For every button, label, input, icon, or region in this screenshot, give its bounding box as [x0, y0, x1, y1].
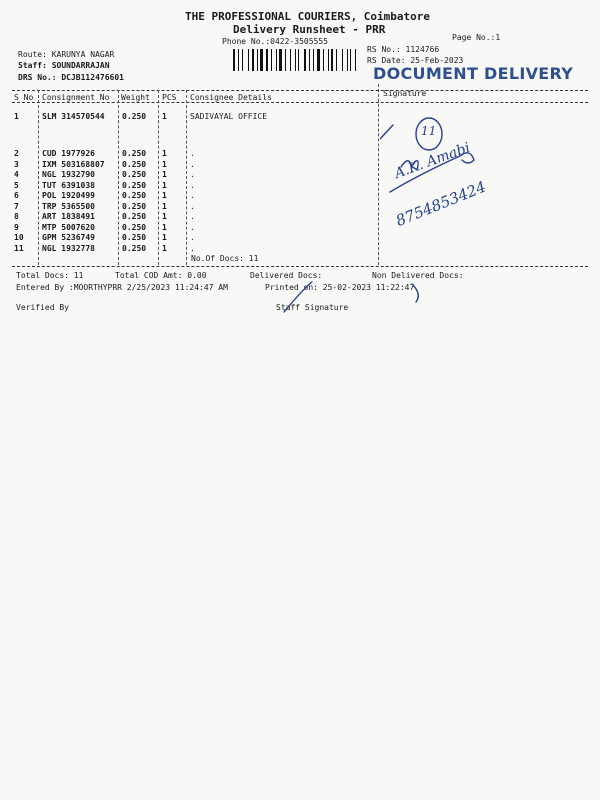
barcode-bar	[257, 49, 258, 71]
col-sno: S No	[14, 93, 34, 102]
signature-overstroke	[280, 276, 440, 316]
cell-cons: MTP 5007620	[42, 223, 95, 232]
barcode-bar	[266, 49, 268, 71]
barcode-bar	[311, 49, 312, 71]
cell-pcs: 1	[162, 212, 167, 221]
route-label: Route: KARUNYA NAGAR	[18, 50, 115, 59]
barcode-bar	[355, 49, 356, 71]
col-weight: Weight	[121, 93, 150, 102]
barcode-bar	[304, 49, 306, 71]
barcode-bar	[334, 49, 335, 71]
barcode-bar	[357, 49, 360, 71]
cell-pcs: 1	[162, 170, 167, 179]
top-rule	[12, 90, 588, 91]
barcode-bar	[336, 49, 337, 71]
barcode	[233, 49, 361, 71]
verified-by: Verified By	[16, 303, 69, 312]
cell-weight: 0.250	[122, 149, 147, 158]
barcode-bar	[328, 49, 329, 71]
barcode-bar	[238, 49, 239, 71]
cell-weight: 0.250	[122, 202, 147, 211]
entered-by: Entered By :MOORTHYPRR 2/25/2023 11:24:47 AM	[16, 283, 228, 292]
barcode-bar	[323, 49, 324, 71]
bottom-rule	[12, 266, 588, 267]
cell-cons: IXM 503168807	[42, 160, 105, 169]
cell-sno: 1	[14, 112, 19, 121]
col-sep	[118, 90, 119, 265]
cell-weight: 0.250	[122, 191, 147, 200]
barcode-bar	[325, 49, 327, 71]
handwritten-name: A.K. Amabi	[392, 139, 473, 182]
cell-cons: GPM 5236749	[42, 233, 95, 242]
cell-cons: NGL 1932790	[42, 170, 95, 179]
rs-number: RS No.: 1124766	[367, 45, 440, 54]
col-sep	[158, 90, 159, 265]
cell-weight: 0.250	[122, 212, 147, 221]
cell-pcs: 1	[162, 181, 167, 190]
drs-number: DRS No.: DCJB112476601	[18, 73, 124, 82]
cell-details: .	[190, 244, 195, 253]
barcode-bar	[269, 49, 270, 71]
col-consignee-details: Consignee Details	[190, 93, 272, 102]
barcode-bar	[283, 49, 284, 71]
barcode-bar	[350, 49, 351, 71]
cell-sno: 2	[14, 149, 19, 158]
cell-sno: 5	[14, 181, 19, 190]
col-pcs: PCS	[162, 93, 177, 102]
barcode-bar	[240, 49, 242, 71]
cell-weight: 0.250	[122, 170, 147, 179]
cell-cons: TUT 6391038	[42, 181, 95, 190]
cell-pcs: 1	[162, 160, 167, 169]
cell-pcs: 1	[162, 202, 167, 211]
no-of-docs: No.Of Docs: 11	[191, 254, 259, 263]
barcode-bar	[242, 49, 243, 71]
cell-sno: 11	[14, 244, 24, 253]
col-sep	[38, 90, 39, 265]
cell-weight: 0.250	[122, 244, 147, 253]
barcode-bar	[255, 49, 256, 71]
phone-number: Phone No.:0422-3505555	[222, 37, 328, 46]
col-signature: Signature	[383, 89, 427, 98]
barcode-bar	[264, 49, 265, 71]
cell-details: .	[190, 170, 195, 179]
barcode-bar	[307, 49, 308, 71]
barcode-bar	[344, 49, 346, 71]
barcode-bar	[347, 49, 348, 71]
col-consignment: Consignment No	[42, 93, 110, 102]
cell-sno: 8	[14, 212, 19, 221]
printed-on: Printed on: 25-02-2023 11:22:47	[265, 283, 415, 292]
barcode-bar	[348, 49, 349, 71]
cell-sno: 10	[14, 233, 24, 242]
cell-details: .	[190, 202, 195, 211]
barcode-bar	[252, 49, 254, 71]
barcode-bar	[276, 49, 277, 71]
cell-details: .	[190, 212, 195, 221]
cell-details: SADIVAYAL OFFICE	[190, 112, 268, 121]
barcode-bar	[273, 49, 275, 71]
cell-details: .	[190, 149, 195, 158]
barcode-bar	[233, 49, 235, 71]
cell-details: .	[190, 191, 195, 200]
total-docs: Total Docs: 11	[16, 271, 84, 280]
cell-cons: NGL 1932778	[42, 244, 95, 253]
cell-cons: CUD 1977926	[42, 149, 95, 158]
cell-cons: ART 1838491	[42, 212, 95, 221]
barcode-bar	[315, 49, 316, 71]
barcode-bar	[292, 49, 294, 71]
cell-weight: 0.250	[122, 233, 147, 242]
cell-pcs: 1	[162, 223, 167, 232]
delivered-docs: Delivered Docs:	[250, 271, 323, 280]
barcode-bar	[279, 49, 282, 71]
cell-sno: 6	[14, 191, 19, 200]
barcode-bar	[296, 49, 297, 71]
cell-sno: 9	[14, 223, 19, 232]
barcode-bar	[290, 49, 291, 71]
cell-weight: 0.250	[122, 181, 147, 190]
barcode-bar	[244, 49, 247, 71]
cell-cons: TRP 5365500	[42, 202, 95, 211]
cell-pcs: 1	[162, 149, 167, 158]
cell-details: .	[190, 233, 195, 242]
cell-sno: 3	[14, 160, 19, 169]
total-cod-amount: Total COD Amt: 0.00	[115, 271, 207, 280]
handwritten-signature	[380, 110, 540, 250]
cell-pcs: 1	[162, 191, 167, 200]
barcode-bar	[285, 49, 286, 71]
barcode-bar	[338, 49, 341, 71]
handwritten-count: 11	[421, 124, 437, 138]
header-rule	[12, 102, 588, 103]
barcode-bar	[271, 49, 272, 71]
staff-signature-label: Staff Signature	[276, 303, 349, 312]
document-title: Delivery Runsheet - PRR	[233, 23, 386, 36]
cell-details: .	[190, 181, 195, 190]
company-name: THE PROFESSIONAL COURIERS, Coimbatore	[185, 10, 431, 23]
barcode-bar	[352, 49, 354, 71]
cell-details: .	[190, 223, 195, 232]
barcode-bar	[331, 49, 333, 71]
cell-weight: 0.250	[122, 223, 147, 232]
cell-weight: 0.250	[122, 160, 147, 169]
cell-pcs: 1	[162, 112, 167, 121]
barcode-bar	[330, 49, 331, 71]
barcode-bar	[342, 49, 343, 71]
page-number: Page No.:1	[452, 33, 501, 42]
barcode-bar	[259, 49, 260, 71]
rs-date: RS Date: 25-Feb-2023	[367, 56, 464, 65]
cell-weight: 0.250	[122, 112, 147, 121]
document-delivery-stamp: DOCUMENT DELIVERY	[373, 64, 574, 83]
col-sep	[378, 84, 379, 265]
barcode-bar	[248, 49, 249, 71]
staff-label: Staff: SOUNDARRAJAN	[18, 61, 110, 70]
barcode-bar	[313, 49, 315, 71]
barcode-bar	[260, 49, 263, 71]
cell-cons: SLM 314570544	[42, 112, 105, 121]
col-sep	[186, 90, 187, 265]
handwritten-phone: 8754853424	[393, 177, 489, 230]
barcode-bar	[309, 49, 310, 71]
barcode-bar	[277, 49, 278, 71]
cell-sno: 7	[14, 202, 19, 211]
barcode-bar	[236, 49, 237, 71]
barcode-bar	[317, 49, 320, 71]
barcode-bar	[250, 49, 251, 71]
cell-sno: 4	[14, 170, 19, 179]
non-delivered-docs: Non Delivered Docs:	[372, 271, 464, 280]
barcode-bar	[298, 49, 299, 71]
barcode-bar	[321, 49, 322, 71]
barcode-bar	[287, 49, 289, 71]
cell-pcs: 1	[162, 244, 167, 253]
barcode-bar	[300, 49, 303, 71]
cell-details: .	[190, 160, 195, 169]
barcode-bar	[295, 49, 296, 71]
cell-cons: POL 1920499	[42, 191, 95, 200]
cell-pcs: 1	[162, 233, 167, 242]
